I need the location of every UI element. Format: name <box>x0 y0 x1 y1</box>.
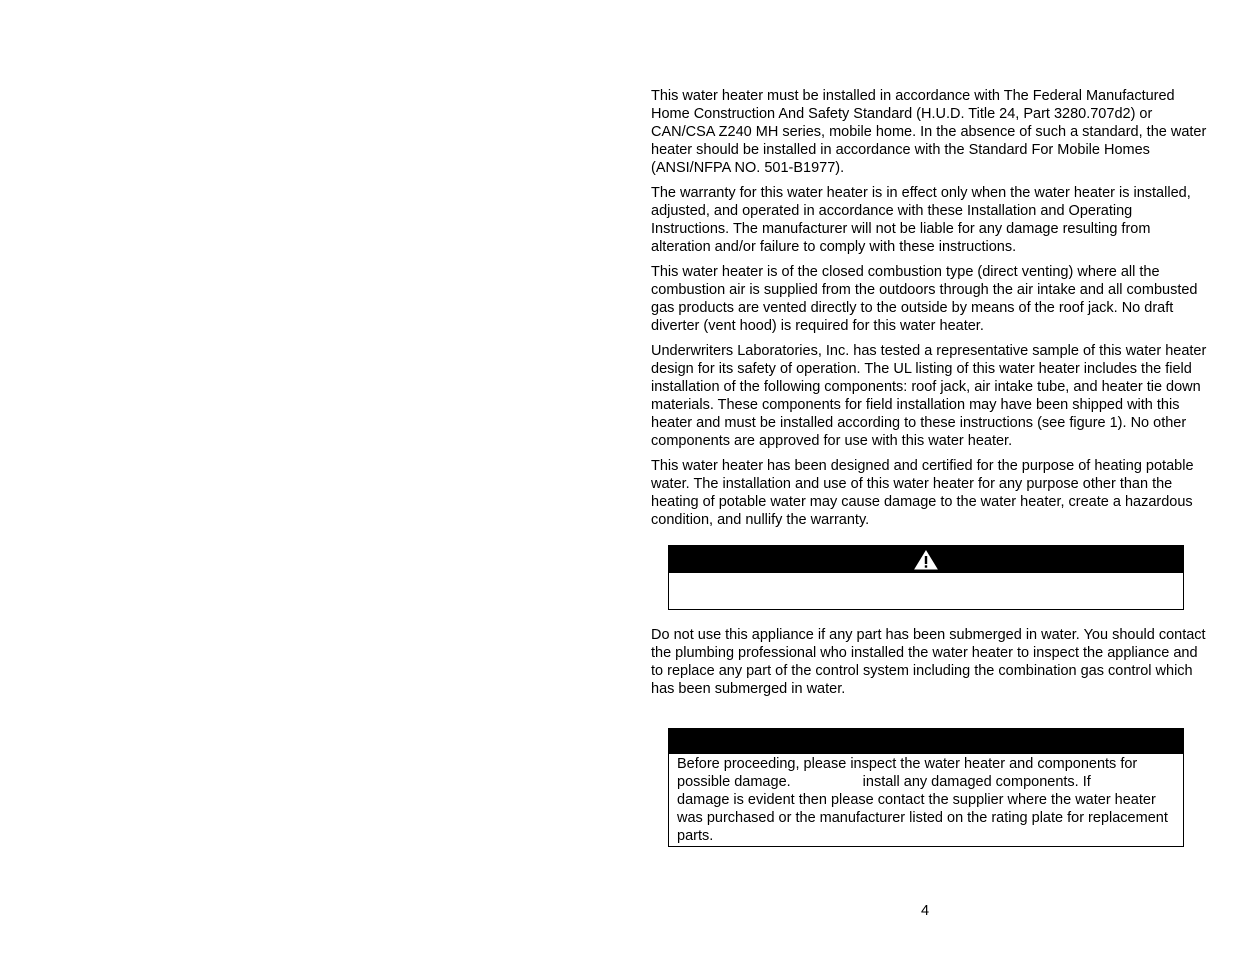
page-number: 4 <box>920 903 930 919</box>
notice-line-1: Before proceeding, please inspect the water heater and components for <box>677 756 1138 772</box>
warning-body <box>669 573 1183 609</box>
paragraph-closed-combustion: This water heater is of the closed combustion type (direct venting) where all the combustion air is supplied from the outdoors through the air intake and all combusted gas products are vented directly to the outside by means of the roof jack. No draft diverter (vent hood) is required for this water heater. <box>651 264 1198 334</box>
notice-line-2b: install any damaged components. If <box>862 774 1091 790</box>
paragraph-installation-standard: This water heater must be installed in accordance with The Federal Manufactured Home Construction And Safety Standard (H.U.D. Title 24, Part 3280.707d2) or CAN/CSA Z240 MH series, mobile home. In the absence of such a standard, the water heater should be installed in accordance with the Standard For Mobile Homes (ANSI/NFPA NO. 501-B1977). <box>651 88 1207 176</box>
notice-body <box>669 754 1183 846</box>
warning-triangle-icon <box>914 550 938 570</box>
paragraph-ul-listing: Underwriters Laboratories, Inc. has tested a representative sample of this water heater design for its safety of operation. The UL listing of this water heater includes the field installation of the following components: roof jack, air intake tube, and heater tie down materials. These components for field installation may have been shipped with this heater and must be installed according to these instructions (see figure 1). No other components are approved for use with this water heater. <box>651 343 1207 449</box>
warning-box <box>668 545 1184 610</box>
notice-line-2a: possible damage. <box>677 774 791 790</box>
paragraph-warranty: The warranty for this water heater is in effect only when the water heater is installed, adjusted, and operated in accordance with these Installation and Operating Instructions. The manufacturer will not be liable for any damage resulting from alteration and/or failure to comply with these instructions. <box>651 185 1191 255</box>
inspection-notice-box <box>668 728 1184 847</box>
paragraph-submerged-warning: Do not use this appliance if any part has been submerged in water. You should contact the plumbing professional who installed the water heater to inspect the appliance and to replace any part of the control system including the combination gas control which has been submerged in water. <box>651 627 1206 697</box>
warning-header-bar <box>669 546 1183 573</box>
notice-header-bar <box>669 729 1183 754</box>
notice-line-3: damage is evident then please contact the supplier where the water heater was purchased or the manufacturer listed on the rating plate for replacement parts. <box>677 792 1168 844</box>
main-text-column <box>651 87 1211 847</box>
paragraph-potable-water: This water heater has been designed and certified for the purpose of heating potable water. The installation and use of this water heater for any purpose other than the heating of potable water may cause damage to the water heater, create a hazardous condition, and nullify the warranty. <box>651 458 1194 528</box>
